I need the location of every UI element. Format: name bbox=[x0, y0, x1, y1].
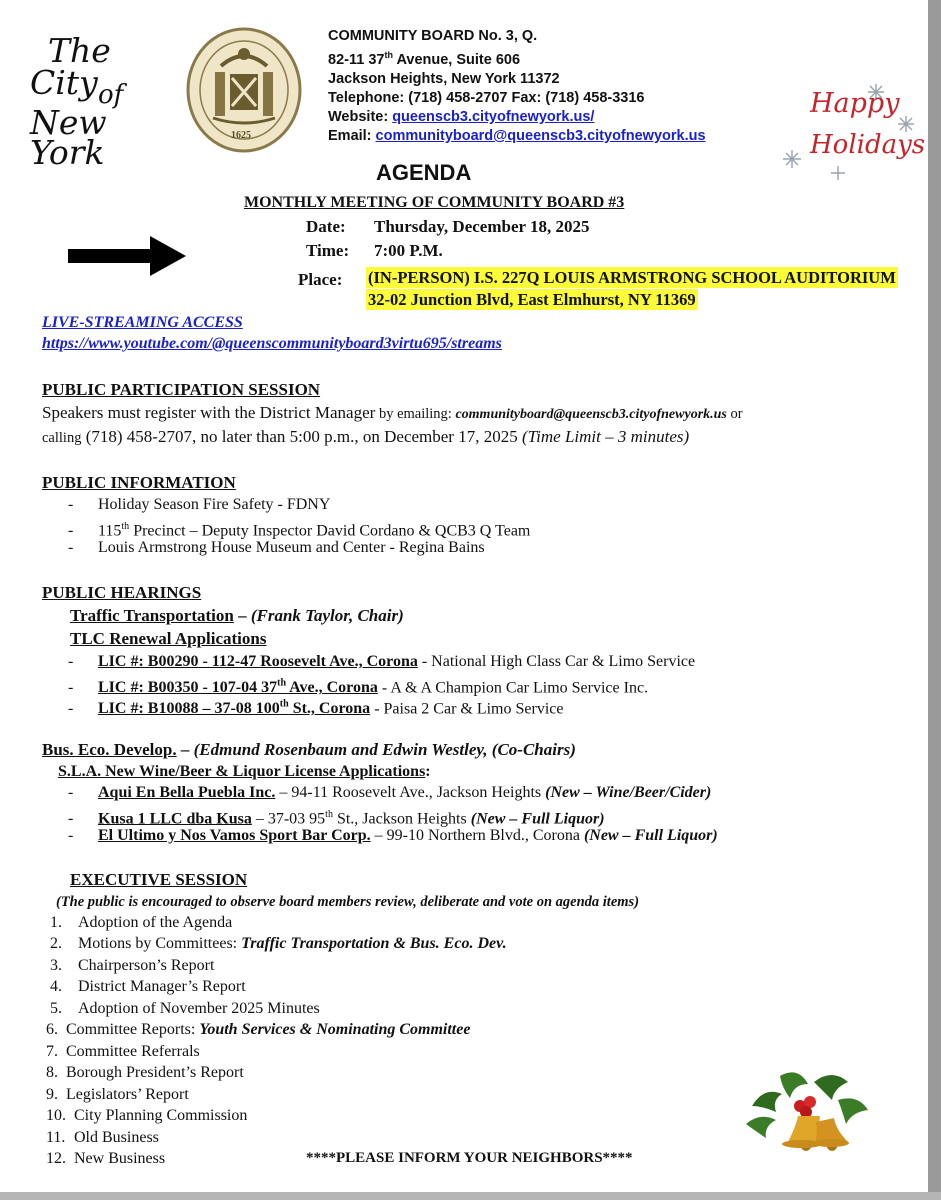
bus-eco-committee: Bus. Eco. Develop. – (Edmund Rosenbaum and Edwin Westley, (Co-Chairs) bbox=[42, 740, 576, 759]
logo-line-new-york: New York bbox=[30, 103, 107, 172]
meeting-time: 7:00 P.M. bbox=[374, 241, 443, 260]
contact-block bbox=[328, 27, 706, 146]
holiday-holidays: Holidays bbox=[810, 130, 926, 160]
list-item: 5. Adoption of November 2025 Minutes bbox=[50, 1000, 320, 1017]
page-edge-bottom bbox=[0, 1192, 941, 1200]
page-edge-right bbox=[928, 0, 941, 1200]
board-address-1: 82-11 37th Avenue, Suite 606 bbox=[328, 50, 521, 68]
list-item: 9. Legislators’ Report bbox=[46, 1086, 189, 1103]
logo-line-of: of bbox=[98, 80, 124, 110]
logo-line-city: City bbox=[30, 63, 98, 102]
meeting-subtitle: MONTHLY MEETING OF COMMUNITY BOARD #3 bbox=[244, 194, 625, 211]
traffic-committee: Traffic Transportation – (Frank Taylor, Chair) bbox=[70, 606, 404, 625]
executive-session-note: (The public is encouraged to observe board members review, deliberate and vote on agenda items) bbox=[56, 894, 640, 910]
executive-session-heading: EXECUTIVE SESSION bbox=[70, 870, 248, 889]
holly-bells-icon bbox=[742, 1066, 872, 1172]
live-streaming-link[interactable]: https://www.youtube.com/@queenscommunityboard3virtu695/streams bbox=[42, 335, 502, 352]
place-label: Place: bbox=[298, 270, 343, 289]
participation-line-2: calling (718) 458-2707, no later than 5:00 p.m., on December 17, 2025 (Time Limit – 3 minutes) bbox=[42, 427, 690, 446]
participation-heading: PUBLIC PARTICIPATION SESSION bbox=[42, 380, 321, 399]
city-seal bbox=[185, 26, 303, 154]
list-item: - LIC #: B00350 - 107-04 37th Ave., Corona - A & A Champion Car Limo Service Inc. bbox=[68, 678, 649, 697]
logo-line-the: The bbox=[48, 31, 111, 70]
list-item: 7. Committee Referrals bbox=[46, 1043, 200, 1060]
agenda-title: AGENDA bbox=[376, 160, 472, 185]
list-item: 3. Chairperson’s Report bbox=[50, 957, 215, 974]
meeting-date: Thursday, December 18, 2025 bbox=[374, 217, 590, 236]
list-item: - El Ultimo y Nos Vamos Sport Bar Corp. – 99-10 Northern Blvd., Corona (New – Full Liquor) bbox=[68, 827, 718, 844]
list-item: 4. District Manager’s Report bbox=[50, 978, 246, 995]
email-link[interactable]: communityboard@queenscb3.cityofnewyork.us bbox=[375, 127, 706, 144]
list-item: - Holiday Season Fire Safety - FDNY bbox=[68, 496, 331, 513]
list-item: 1. Adoption of the Agenda bbox=[50, 914, 233, 931]
public-information-heading: PUBLIC INFORMATION bbox=[42, 473, 236, 492]
board-email: Email: communityboard@queenscb3.cityofnewyork.us bbox=[328, 127, 706, 144]
list-item: 2. Motions by Committees: Traffic Transportation & Bus. Eco. Dev. bbox=[50, 935, 507, 952]
list-item: 8. Borough President’s Report bbox=[46, 1064, 244, 1081]
website-link[interactable]: queenscb3.cityofnewyork.us/ bbox=[392, 108, 595, 125]
public-hearings-heading: PUBLIC HEARINGS bbox=[42, 583, 202, 602]
date-label: Date: bbox=[306, 217, 346, 236]
list-item: - LIC #: B10088 – 37-08 100th St., Corona - Paisa 2 Car & Limo Service bbox=[68, 699, 564, 718]
list-item: - Kusa 1 LLC dba Kusa – 37-03 95th St., Jackson Heights (New – Full Liquor) bbox=[68, 809, 605, 828]
participation-line-1: Speakers must register with the District Manager by emailing: communityboard@queenscb3.cityofnewyork.us or bbox=[42, 403, 743, 422]
right-arrow-icon bbox=[66, 234, 188, 280]
meeting-place-line-2: 32-02 Junction Blvd, East Elmhurst, NY 11369 bbox=[368, 290, 696, 309]
board-telephone: Telephone: (718) 458-2707 Fax: (718) 458-3316 bbox=[328, 89, 645, 106]
board-address-2: Jackson Heights, New York 11372 bbox=[328, 70, 560, 87]
meeting-place-line-1: (IN-PERSON) I.S. 227Q LOUIS ARMSTRONG SCHOOL AUDITORIUM bbox=[368, 268, 896, 287]
time-label: Time: bbox=[306, 241, 350, 260]
live-streaming-label: LIVE-STREAMING ACCESS bbox=[42, 314, 243, 331]
tlc-heading: TLC Renewal Applications bbox=[70, 629, 267, 648]
board-website: Website: queenscb3.cityofnewyork.us/ bbox=[328, 108, 595, 125]
list-item: 6. Committee Reports: Youth Services & Nominating Committee bbox=[46, 1021, 471, 1038]
list-item: - Louis Armstrong House Museum and Center - Regina Bains bbox=[68, 539, 485, 556]
holiday-happy: Happy bbox=[810, 88, 900, 119]
list-item: 10. City Planning Commission bbox=[46, 1107, 248, 1124]
list-item: - LIC #: B00290 - 112-47 Roosevelt Ave., Corona - National High Class Car & Limo Service bbox=[68, 653, 696, 670]
happy-holidays-graphic bbox=[778, 80, 926, 190]
list-item: 12. New Business bbox=[46, 1150, 166, 1167]
seal-year: 1625 bbox=[231, 130, 251, 141]
nyc-logo bbox=[28, 30, 168, 172]
list-item: 11. Old Business bbox=[46, 1129, 159, 1146]
list-item: - Aqui En Bella Puebla Inc. – 94-11 Roosevelt Ave., Jackson Heights (New – Wine/Beer/Cider) bbox=[68, 784, 712, 801]
board-name: COMMUNITY BOARD No. 3, Q. bbox=[328, 28, 538, 44]
list-item: - 115th Precinct – Deputy Inspector David Cordano & QCB3 Q Team bbox=[68, 521, 531, 540]
sla-heading: S.L.A. New Wine/Beer & Liquor License Applications: bbox=[58, 763, 431, 780]
footer-inform-neighbors: ****PLEASE INFORM YOUR NEIGHBORS**** bbox=[306, 1150, 633, 1166]
